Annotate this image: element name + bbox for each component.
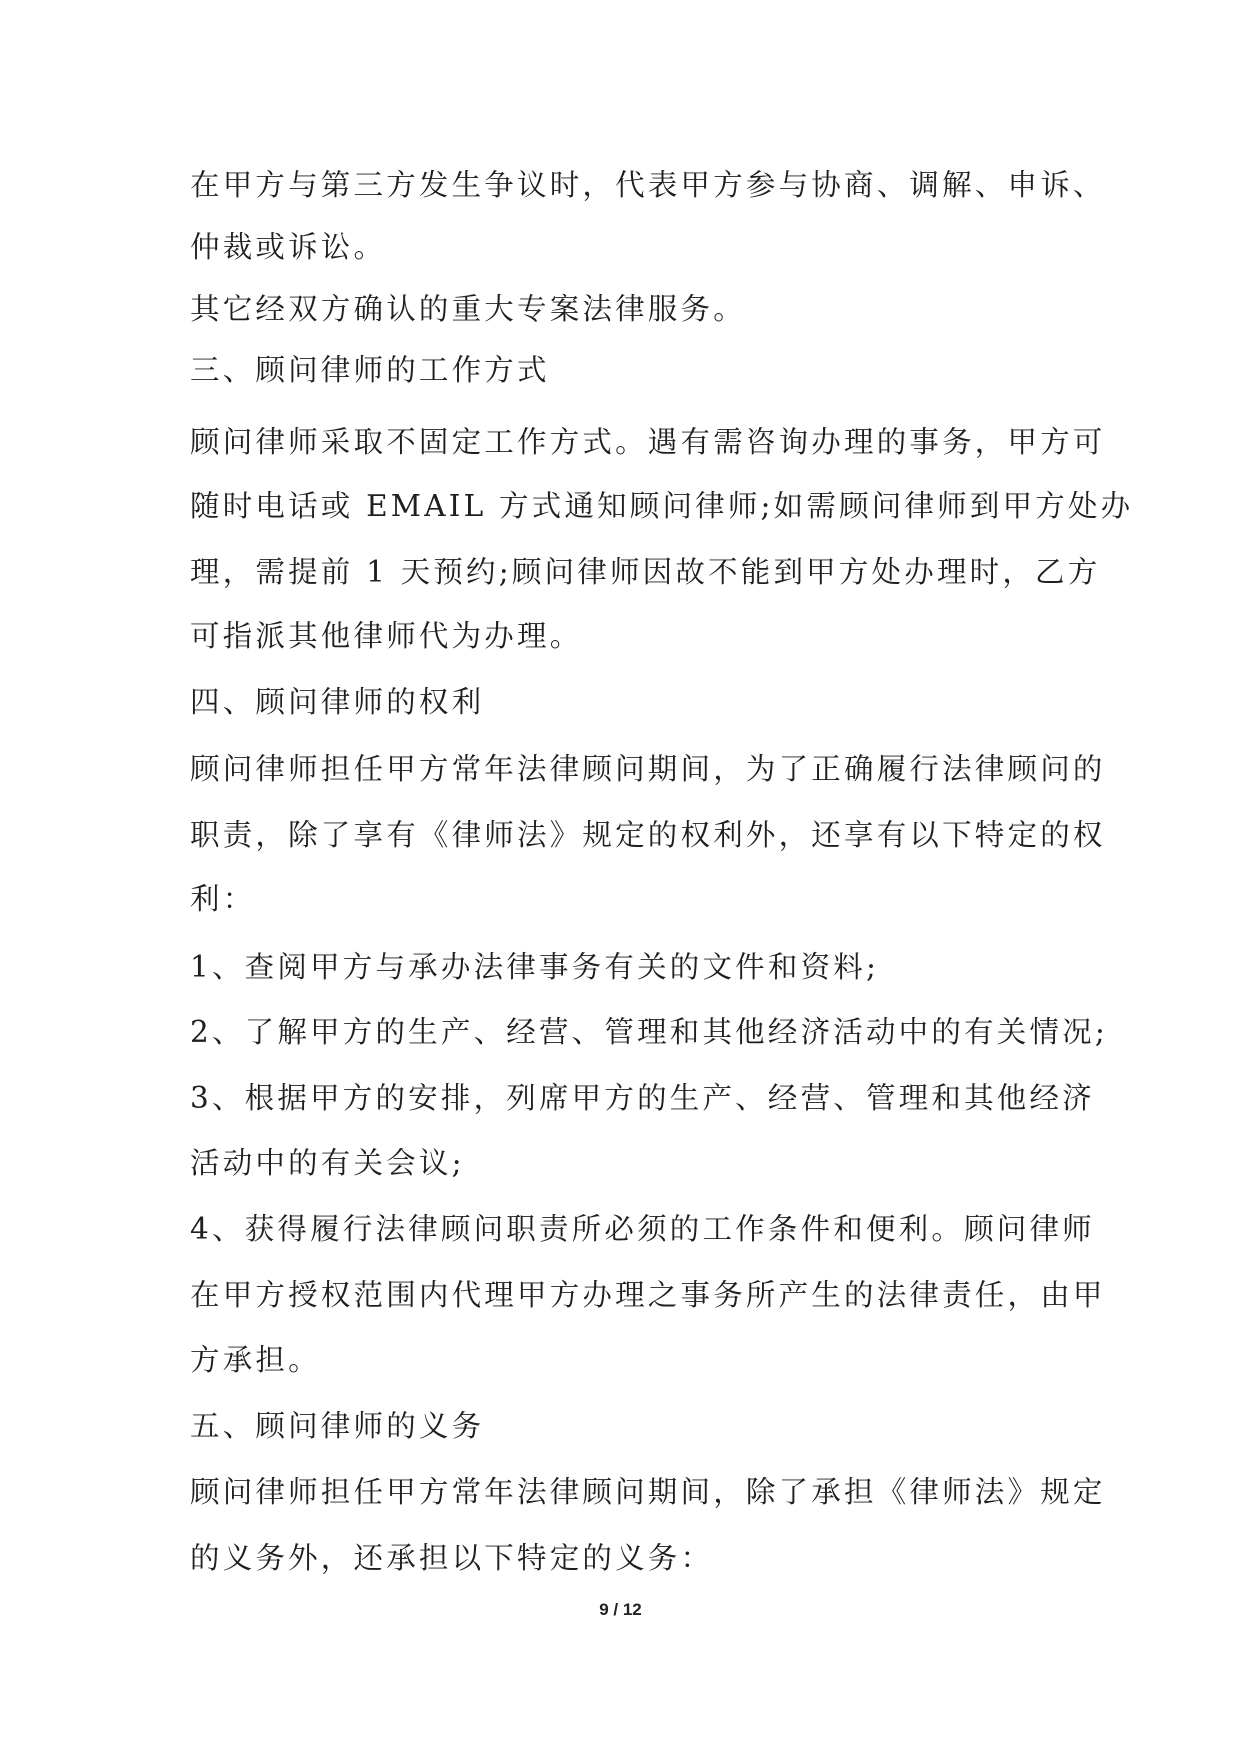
list-item-2: 2、了解甲方的生产、经营、管理和其他经济活动中的有关情况; (190, 1015, 1109, 1049)
list-item-4-cont-2: 方承担。 (190, 1343, 321, 1377)
text-line-7: 理，需提前 1 天预约;顾问律师因故不能到甲方处办理时，乙方 (190, 555, 1101, 589)
text-line-1: 在甲方与第三方发生争议时，代表甲方参与协商、调解、申诉、 (190, 168, 1106, 202)
list-item-1: 1、查阅甲方与承办法律事务有关的文件和资料; (190, 950, 880, 984)
text-line-12: 利： (190, 882, 256, 916)
page-number: 9 / 12 (599, 1600, 642, 1619)
text-line-5: 顾问律师采取不固定工作方式。遇有需咨询办理的事务，甲方可 (190, 425, 1106, 459)
text-line-22: 的义务外，还承担以下特定的义务： (190, 1541, 714, 1575)
list-item-3-cont: 活动中的有关会议; (190, 1146, 465, 1180)
list-item-3: 3、根据甲方的安排，列席甲方的生产、经营、管理和其他经济 (190, 1081, 1095, 1115)
list-item-4-cont-1: 在甲方授权范围内代理甲方办理之事务所产生的法律责任，由甲 (190, 1278, 1106, 1312)
section-heading-3: 三、顾问律师的工作方式 (190, 353, 550, 387)
section-heading-4: 四、顾问律师的权利 (190, 685, 485, 719)
text-line-11: 职责，除了享有《律师法》规定的权利外，还享有以下特定的权 (190, 818, 1106, 852)
text-line-3: 其它经双方确认的重大专案法律服务。 (190, 292, 746, 326)
section-heading-5: 五、顾问律师的义务 (190, 1409, 485, 1443)
text-line-6: 随时电话或 EMAIL 方式通知顾问律师;如需顾问律师到甲方处办 (190, 489, 1134, 523)
text-line-10: 顾问律师担任甲方常年法律顾问期间，为了正确履行法律顾问的 (190, 752, 1106, 786)
text-line-21: 顾问律师担任甲方常年法律顾问期间，除了承担《律师法》规定 (190, 1475, 1106, 1509)
text-line-8: 可指派其他律师代为办理。 (190, 619, 583, 653)
list-item-4: 4、获得履行法律顾问职责所必须的工作条件和便利。顾问律师 (190, 1212, 1095, 1246)
text-line-2: 仲裁或诉讼。 (190, 230, 387, 264)
